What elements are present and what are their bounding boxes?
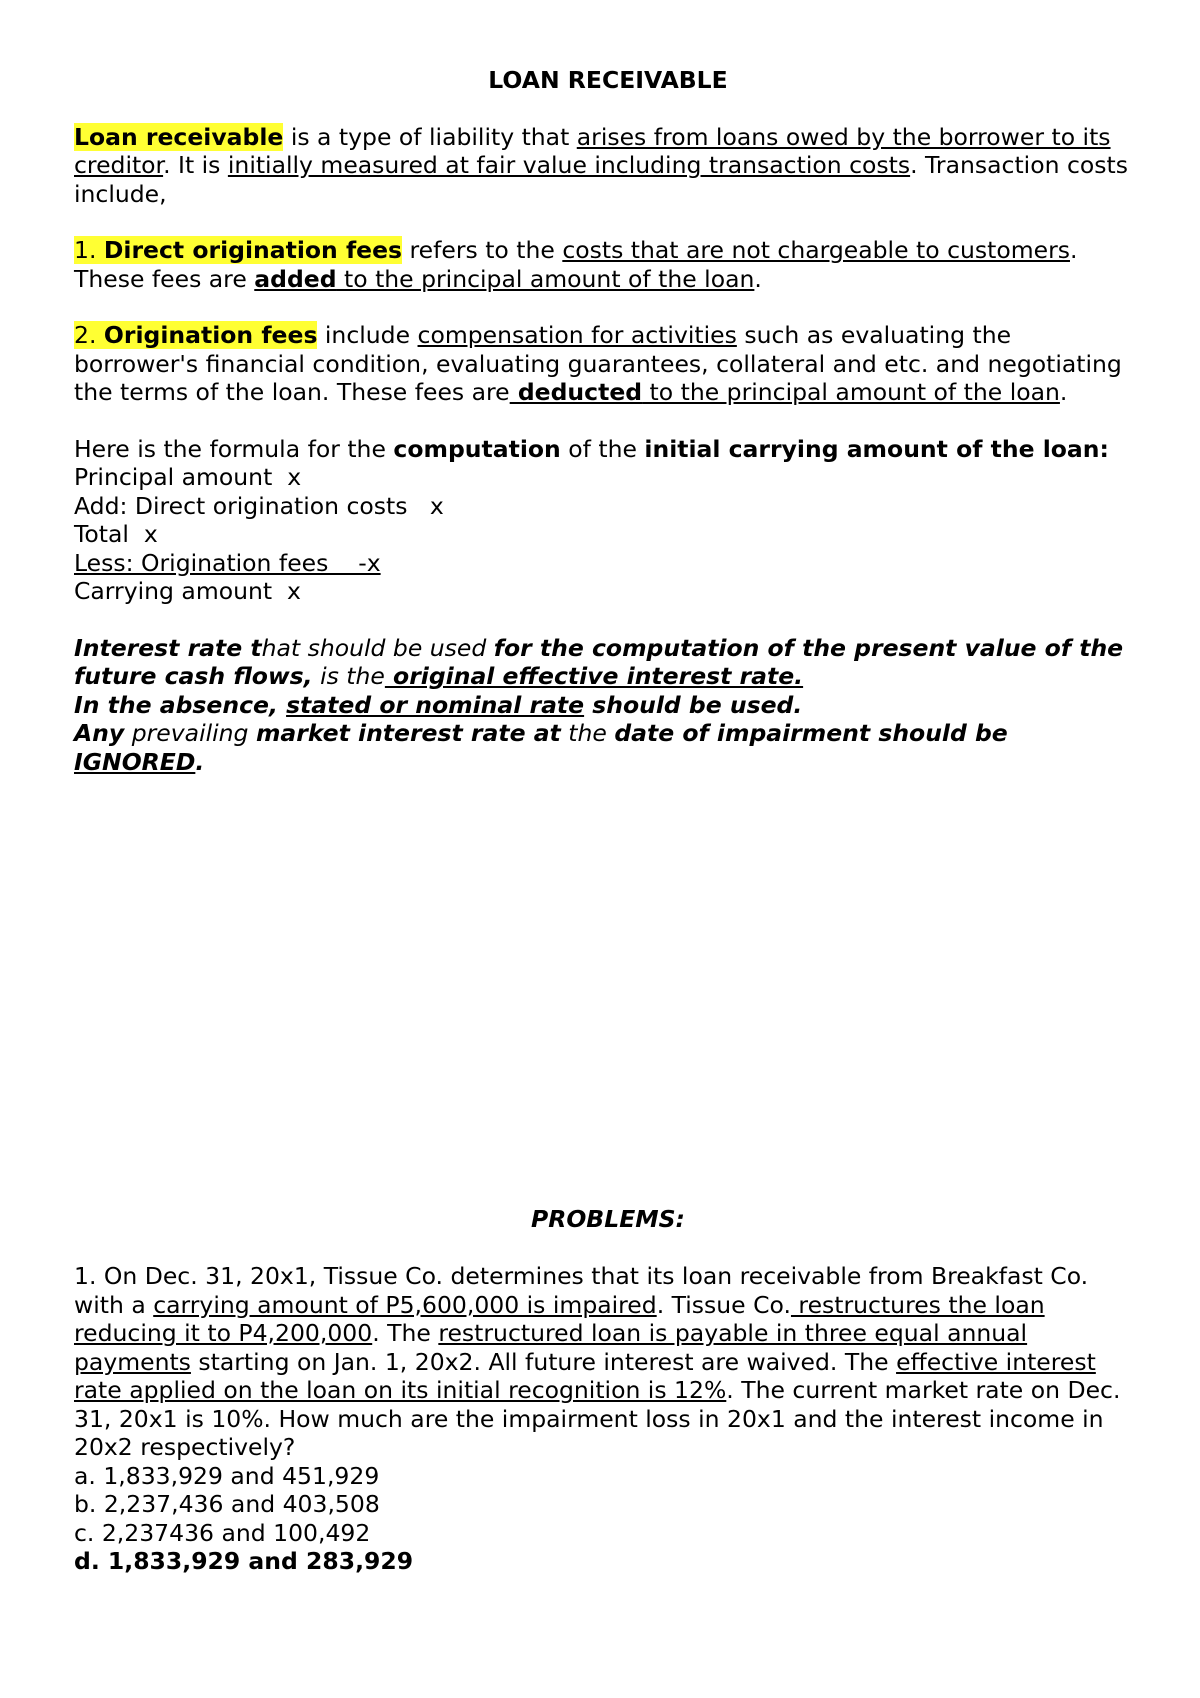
term-origination-fees: Origination fees <box>103 321 318 349</box>
formula-line: Carrying amount x <box>74 577 301 605</box>
formula-line: Less: Origination fees -x <box>74 548 381 577</box>
answer-option-d: d. 1,833,929 and 283,929 <box>74 1547 414 1575</box>
term-loan-receivable: Loan receivable <box>74 122 284 151</box>
intro-paragraph: Loan receivable is a type of liability that arises from loans owed by the borrower to its creditor. It is initially measured at fair value including transaction costs. Transaction costs include, <box>74 122 1128 208</box>
problem-1 <box>74 1262 1142 1576</box>
item-origination-fees: 2. Origination fees include compensation for activities such as evaluating the borrower's financial condition, evaluating guarantees, collateral and etc. and negotiating the terms of the loan. These fees are deducted to the principal amount of the loan. <box>74 321 1122 406</box>
answer-option-b: b. 2,237,436 and 403,508 <box>74 1490 380 1518</box>
document-page <box>74 66 1142 776</box>
formula-line: Add: Direct origination costs x <box>74 491 444 520</box>
problems-heading: PROBLEMS: <box>531 1205 685 1233</box>
answer-option-a: a. 1,833,929 and 451,929 <box>74 1461 380 1490</box>
term-direct-origination-fees: Direct origination fees <box>103 236 403 264</box>
formula-line: Principal amount x <box>74 463 302 491</box>
item-direct-origination-fees: 1. Direct origination fees refers to the costs that are not chargeable to customers. These fees are added to the principal amount of the loan. <box>74 236 1078 293</box>
problem-1-question: 1. On Dec. 31, 20x1, Tissue Co. determines that its loan receivable from Breakfast Co. with a carrying amount of P5,600,000 is impaired. Tissue Co. restructures the loan reducing it to P4,200,000. The restructured loan is payable in three equal annual payments starting on Jan. 1, 20x2. All future interest are waived. The effective interest rate applied on the loan on its initial recognition is 12%. The current market rate on Dec. 31, 20x1 is 10%. How much are the impairment loss in 20x1 and the interest income in 20x2 respectively? <box>74 1262 1121 1461</box>
formula-line: Total x <box>74 520 158 548</box>
formula-block <box>74 435 1142 606</box>
page-title: LOAN RECEIVABLE <box>488 66 728 94</box>
interest-rate-note: Interest rate that should be used for the computation of the present value of the future cash flows, is the original effective interest rate. In the absence, stated or nominal rate should be used. Any prevailing market interest rate at the date of impairment should be IGNORED. <box>74 633 1124 776</box>
answer-option-c: c. 2,237436 and 100,492 <box>74 1518 371 1547</box>
formula-intro: Here is the formula for the computation of the initial carrying amount of the loan: <box>74 434 1109 463</box>
